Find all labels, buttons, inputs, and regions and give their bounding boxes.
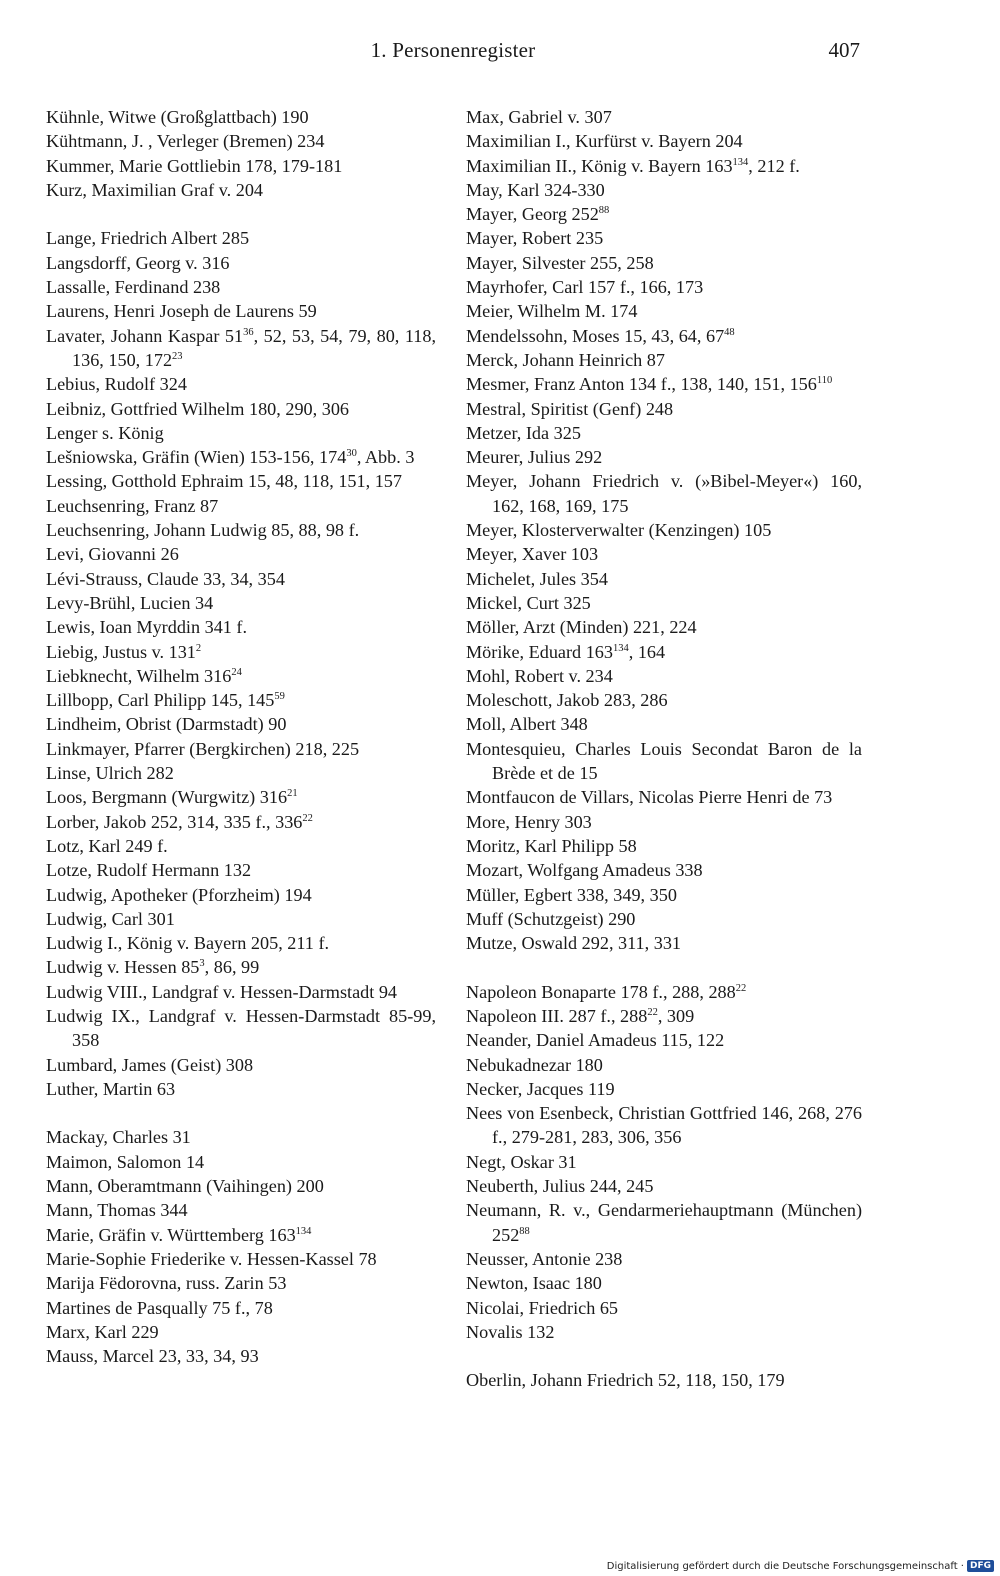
index-entry: Ludwig, Carl 301	[46, 908, 175, 929]
index-entry: May, Karl 324-330	[466, 179, 605, 200]
index-entry: Meier, Wilhelm M. 174	[466, 301, 638, 322]
index-entry: Mozart, Wolfgang Amadeus 338	[466, 860, 703, 881]
index-entry: Lavater, Johann Kaspar $51^{36}$, 52, 53, 54, 79, 80, 118, 136, 150, $172^{23}$	[46, 325, 436, 370]
page-number: 407	[828, 38, 860, 62]
index-entry: Montesquieu, Charles Louis Secondat Baron de la Brède et de 15	[466, 738, 862, 784]
index-entry: Linkmayer, Pfarrer (Bergkirchen) 218, 225	[46, 738, 360, 759]
index-column-left	[46, 105, 436, 1368]
index-entry: Mayrhofer, Carl 157 f., 166, 173	[466, 277, 704, 298]
index-entry: Meyer, Johann Friedrich v. (»Bibel-Meyer«) 160, 162, 168, 169, 175	[466, 471, 862, 516]
index-entry: Lenger s. König	[46, 422, 164, 443]
running-title: 1. Personenregister	[370, 38, 536, 62]
index-entry: Levy-Brühl, Lucien 34	[46, 592, 214, 613]
index-entry: Novalis 132	[466, 1321, 555, 1342]
index-entry: Marija Fëdorovna, russ. Zarin 53	[46, 1273, 287, 1294]
index-entry: Mayer, Georg $252^{88}$	[466, 204, 610, 225]
index-entry: Necker, Jacques 119	[466, 1078, 615, 1099]
footnote-ref: 2	[195, 642, 202, 654]
index-entry: Neuberth, Julius 244, 245	[466, 1176, 654, 1197]
index-entry: Lotz, Karl 249 f.	[46, 835, 168, 856]
index-entry: Kühtmann, J. , Verleger (Bremen) 234	[46, 131, 325, 152]
index-entry: Luther, Martin 63	[46, 1078, 176, 1099]
index-entry: Leuchsenring, Franz 87	[46, 495, 219, 516]
footnote-ref: 21	[287, 788, 298, 800]
index-entry: Michelet, Jules 354	[466, 568, 608, 589]
index-entry: Mesmer, Franz Anton 134 f., 138, 140, 151, $156^{110}$	[466, 374, 833, 395]
footnote-ref: 22	[647, 1006, 658, 1018]
index-entry: Marx, Karl 229	[46, 1321, 159, 1342]
index-entry: Ludwig VIII., Landgraf v. Hessen-Darmstadt 94	[46, 981, 398, 1002]
index-entry: Max, Gabriel v. 307	[466, 107, 612, 127]
index-entry: Liebig, Justus v. $131^2$	[46, 641, 202, 662]
index-entry: Meurer, Julius 292	[466, 447, 603, 468]
index-entry: Moritz, Karl Philipp 58	[466, 835, 637, 856]
index-entry: Mauss, Marcel 23, 33, 34, 93	[46, 1346, 259, 1367]
index-entry: Marie, Gräfin v. Württemberg $163^{134}$	[46, 1224, 312, 1245]
index-entry: Mann, Oberamtmann (Vaihingen) 200	[46, 1176, 324, 1197]
footnote-ref: 88	[519, 1225, 530, 1237]
dfg-logo: DFG	[967, 1560, 994, 1572]
footnote-ref: 48	[724, 326, 735, 338]
index-entry: Mestral, Spiritist (Genf) 248	[466, 398, 674, 419]
footnote-ref: 23	[172, 350, 183, 362]
index-entry: Linse, Ulrich 282	[46, 763, 174, 784]
index-entry: Mackay, Charles 31	[46, 1127, 191, 1148]
footnote-ref: 22	[302, 812, 313, 824]
letter-section-gap	[46, 202, 436, 226]
index-entry: Lešniowska, Gräfin (Wien) 153-156, $174^{30}$, Abb. 3	[46, 447, 415, 468]
index-entry: Mayer, Silvester 255, 258	[466, 252, 654, 273]
index-entry: Lange, Friedrich Albert 285	[46, 228, 250, 249]
index-entry: Ludwig I., König v. Bayern 205, 211 f.	[46, 933, 330, 954]
index-entry: Liebknecht, Wilhelm $316^{24}$	[46, 665, 242, 686]
index-entry: Neander, Daniel Amadeus 115, 122	[466, 1030, 725, 1051]
index-entry: Meyer, Xaver 103	[466, 544, 599, 565]
index-entry: Mörike, Eduard $163^{134}$, 164	[466, 641, 666, 662]
footnote-ref: 134	[612, 642, 629, 654]
index-entry: Leibniz, Gottfried Wilhelm 180, 290, 306	[46, 398, 350, 419]
index-entry: Mendelssohn, Moses 15, 43, 64, $67^{48}$	[466, 325, 735, 346]
footnote-ref: 30	[346, 448, 357, 460]
index-entry: Meyer, Klosterverwalter (Kenzingen) 105	[466, 520, 772, 541]
footnote-ref: 88	[598, 205, 610, 217]
index-entry: Lévi-Strauss, Claude 33, 34, 354	[46, 568, 285, 589]
index-entry: Napoleon III. 287 f., $288^{22}$, 309	[466, 1005, 695, 1026]
index-entry: Neusser, Antonie 238	[466, 1248, 623, 1269]
index-entry: Lorber, Jakob 252, 314, 335 f., $336^{22}$	[46, 811, 313, 832]
footnote-ref: 110	[816, 375, 833, 387]
index-entry: Levi, Giovanni 26	[46, 544, 179, 565]
index-entry: Lumbard, James (Geist) 308	[46, 1054, 254, 1075]
index-entry: Nees von Esenbeck, Christian Gottfried 146, 268, 276 f., 279-281, 283, 306, 356	[466, 1103, 862, 1148]
index-entry: Kurz, Maximilian Graf v. 204	[46, 179, 264, 200]
footnote-ref: 134	[295, 1225, 312, 1237]
index-entry: Nicolai, Friedrich 65	[466, 1297, 619, 1318]
index-entry: Lindheim, Obrist (Darmstadt) 90	[46, 714, 287, 735]
index-entry: Lewis, Ioan Myrddin 341 f.	[46, 617, 248, 638]
index-entry: Merck, Johann Heinrich 87	[466, 349, 665, 370]
index-entry: Maximilian I., Kurfürst v. Bayern 204	[466, 131, 743, 152]
index-entry: Möller, Arzt (Minden) 221, 224	[466, 617, 697, 638]
footnote-ref: 134	[732, 156, 749, 168]
index-entry: Lessing, Gotthold Ephraim 15, 48, 118, 151, 157	[46, 471, 402, 492]
index-entry: Lillbopp, Carl Philipp 145, $145^{59}$	[46, 690, 285, 711]
index-entry: Maximilian II., König v. Bayern $163^{134}$, 212 f.	[466, 155, 800, 176]
index-entry: Ludwig v. Hessen $85^3$, 86, 99	[46, 957, 260, 978]
index-entry: Neumann, R. v., Gendarmeriehauptmann (München) $252^{88}$	[466, 1200, 862, 1245]
index-entry: Laurens, Henri Joseph de Laurens 59	[46, 301, 317, 322]
index-entry: Loos, Bergmann (Wurgwitz) $316^{21}$	[46, 787, 298, 808]
index-entry: Mohl, Robert v. 234	[466, 665, 613, 686]
digitization-footer	[607, 1560, 994, 1572]
index-entry: Maimon, Salomon 14	[46, 1151, 205, 1172]
index-entry: Ludwig, Apotheker (Pforzheim) 194	[46, 884, 312, 905]
index-entry: Müller, Egbert 338, 349, 350	[466, 884, 677, 905]
index-entry: More, Henry 303	[466, 811, 592, 832]
index-entry: Kühnle, Witwe (Großglattbach) 190	[46, 107, 309, 127]
index-entry: Moleschott, Jakob 283, 286	[466, 690, 668, 711]
index-entry: Oberlin, Johann Friedrich 52, 118, 150, 179	[466, 1370, 785, 1391]
index-entry: Langsdorff, Georg v. 316	[46, 252, 230, 273]
index-entry: Mayer, Robert 235	[466, 228, 604, 249]
index-entry: Muff (Schutzgeist) 290	[466, 908, 636, 929]
index-entry: Lotze, Rudolf Hermann 132	[46, 860, 252, 881]
index-entry: Negt, Oskar 31	[466, 1151, 577, 1172]
index-entry: Mutze, Oswald 292, 311, 331	[466, 933, 682, 954]
footnote-ref: 59	[274, 691, 285, 703]
index-entry: Newton, Isaac 180	[466, 1273, 602, 1294]
index-entry: Kummer, Marie Gottliebin 178, 179-181	[46, 155, 343, 176]
letter-section-gap	[46, 1101, 436, 1125]
index-entry: Leuchsenring, Johann Ludwig 85, 88, 98 f.	[46, 520, 360, 541]
footnote-ref: 3	[199, 958, 205, 970]
footnote-ref: 36	[243, 326, 254, 338]
letter-section-gap	[466, 1344, 862, 1368]
index-entry: Moll, Albert 348	[466, 714, 588, 735]
index-column-right	[466, 105, 862, 1393]
index-entry: Metzer, Ida 325	[466, 422, 581, 443]
footnote-ref: 22	[735, 982, 747, 994]
footnote-ref: 24	[231, 666, 242, 678]
index-entry: Montfaucon de Villars, Nicolas Pierre Henri de 73	[466, 787, 833, 808]
index-entry: Lebius, Rudolf 324	[46, 374, 187, 395]
footer-text: Digitalisierung gefördert durch die Deutsche Forschungsgemeinschaft ·	[606, 1560, 964, 1572]
index-entry: Mann, Thomas 344	[46, 1200, 188, 1221]
index-entry: Ludwig IX., Landgraf v. Hessen-Darmstadt 85-99, 358	[46, 1005, 436, 1051]
index-entry: Mickel, Curt 325	[466, 592, 591, 613]
index-entry: Lassalle, Ferdinand 238	[46, 277, 221, 298]
letter-section-gap	[466, 955, 862, 979]
index-entry: Nebukadnezar 180	[466, 1054, 603, 1075]
page-header	[46, 38, 860, 68]
index-entry: Martines de Pasqually 75 f., 78	[46, 1297, 273, 1318]
index-entry: Marie-Sophie Friederike v. Hessen-Kassel 78	[46, 1248, 377, 1269]
index-entry: Napoleon Bonaparte 178 f., 288, $288^{22}$	[466, 981, 747, 1002]
